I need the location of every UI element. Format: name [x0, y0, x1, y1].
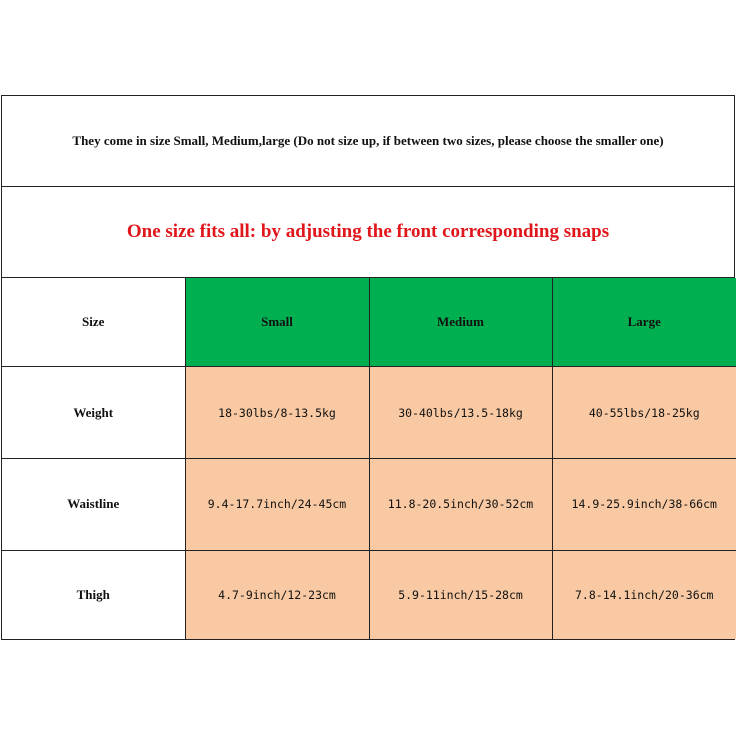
cell-thigh-medium: 5.9-11inch/15-28cm [369, 550, 552, 639]
column-header-small: Small [185, 278, 369, 367]
table-header-row [2, 278, 736, 367]
table-row-thigh [2, 550, 736, 639]
cell-weight-small: 18-30lbs/8-13.5kg [185, 367, 369, 459]
sizing-note: They come in size Small, Medium,large (Do not size up, if between two sizes, please choose the smaller one) [2, 96, 734, 187]
one-size-headline: One size fits all: by adjusting the front corresponding snaps [2, 187, 734, 278]
column-header-medium: Medium [369, 278, 552, 367]
size-chart [1, 95, 735, 640]
column-header-large: Large [552, 278, 736, 367]
cell-thigh-small: 4.7-9inch/12-23cm [185, 550, 369, 639]
size-table [2, 278, 736, 639]
cell-waistline-medium: 11.8-20.5inch/30-52cm [369, 458, 552, 550]
row-label-thigh: Thigh [2, 550, 185, 639]
cell-waistline-small: 9.4-17.7inch/24-45cm [185, 458, 369, 550]
row-label-weight: Weight [2, 367, 185, 459]
table-row-weight [2, 367, 736, 459]
row-label-waistline: Waistline [2, 458, 185, 550]
cell-weight-large: 40-55lbs/18-25kg [552, 367, 736, 459]
cell-waistline-large: 14.9-25.9inch/38-66cm [552, 458, 736, 550]
table-row-waistline [2, 458, 736, 550]
corner-label: Size [2, 278, 185, 367]
cell-weight-medium: 30-40lbs/13.5-18kg [369, 367, 552, 459]
cell-thigh-large: 7.8-14.1inch/20-36cm [552, 550, 736, 639]
